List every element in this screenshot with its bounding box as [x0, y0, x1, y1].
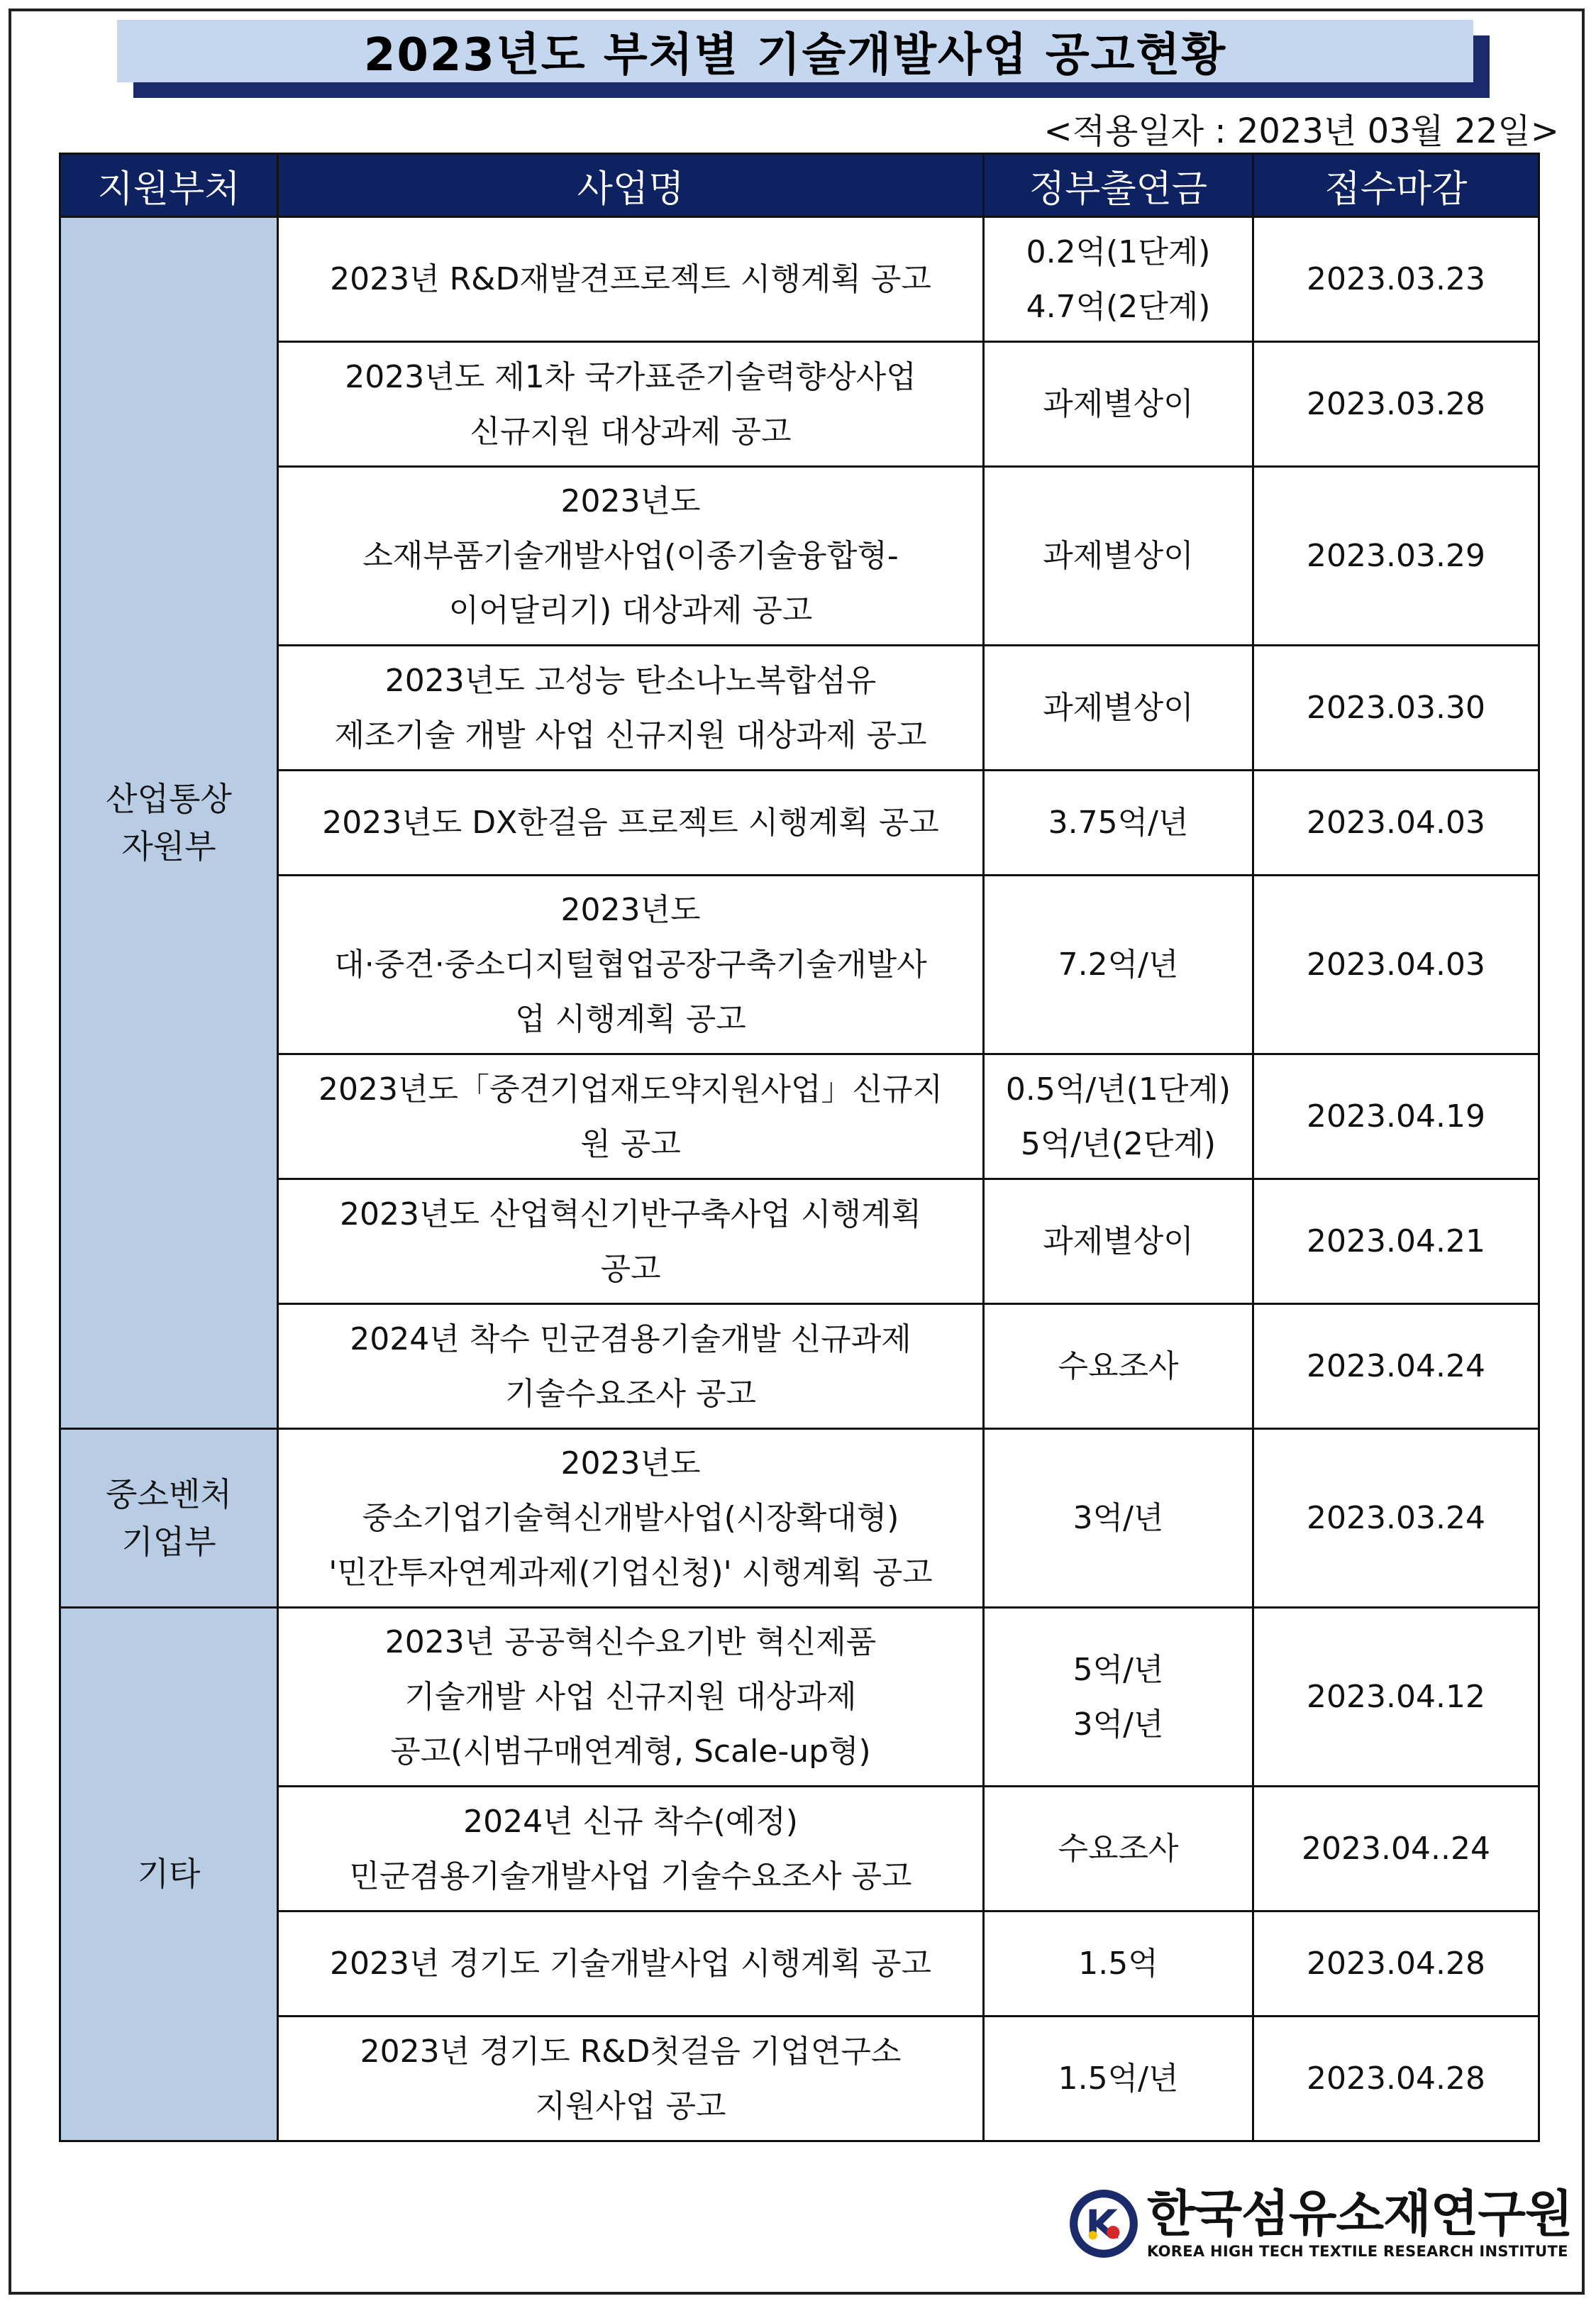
dept-line: 기업부 — [121, 1522, 216, 1561]
funding-cell — [984, 2017, 1253, 2141]
funding-line: 1.5억/년 — [1058, 2060, 1179, 2097]
funding-cell — [984, 1179, 1253, 1304]
dept-line: 중소벤처 — [106, 1474, 232, 1513]
project-name-line: 공고 — [600, 1250, 661, 1287]
deadline-cell: 2023.04.21 — [1253, 1179, 1539, 1304]
project-name-cell — [278, 2017, 984, 2141]
project-name-cell — [278, 467, 984, 646]
page-title: 2023년도 부처별 기술개발사업 공고현황 — [117, 20, 1473, 82]
deadline-cell: 2023.04.03 — [1253, 876, 1539, 1054]
table-row — [60, 1608, 1539, 1787]
dept-line: 산업통상 — [106, 779, 232, 818]
funding-line: 과제별상이 — [1043, 690, 1194, 726]
project-name-line: 2023년 R&D재발견프로젝트 시행계획 공고 — [330, 261, 931, 297]
project-name-cell — [278, 342, 984, 467]
funding-cell — [984, 1054, 1253, 1179]
project-name-line: 2023년도 산업혁신기반구축사업 시행계획 — [339, 1196, 921, 1232]
project-name-line: 2023년 경기도 기술개발사업 시행계획 공고 — [330, 1946, 931, 1982]
project-name-line: '민간투자연계과제(기업신청)' 시행계획 공고 — [328, 1555, 933, 1591]
logo-korean-name: 한국섬유소재연구원 — [1147, 2184, 1573, 2243]
table-row — [60, 771, 1539, 876]
project-name-cell — [278, 217, 984, 342]
header-project-name: 사업명 — [278, 154, 984, 217]
deadline-cell: 2023.03.23 — [1253, 217, 1539, 342]
project-name-line: 2023년도 제1차 국가표준기술력향상사업 — [345, 358, 916, 395]
dept-cell — [60, 1608, 278, 2141]
deadline-cell: 2023.04..24 — [1253, 1787, 1539, 1911]
funding-line: 과제별상이 — [1043, 538, 1194, 574]
deadline-cell: 2023.04.03 — [1253, 771, 1539, 876]
project-name-cell — [278, 1911, 984, 2017]
project-name-line: 2023년 경기도 R&D첫걸음 기업연구소 — [360, 2033, 902, 2070]
deadline-cell: 2023.04.24 — [1253, 1304, 1539, 1429]
dept-line: 자원부 — [121, 827, 216, 866]
funding-cell — [984, 1911, 1253, 2017]
funding-cell — [984, 1429, 1253, 1608]
project-name-cell — [278, 1608, 984, 1787]
institute-emblem-icon — [1068, 2188, 1140, 2260]
project-name-line: 원 공고 — [580, 1125, 681, 1162]
header-funding: 정부출연금 — [984, 154, 1253, 217]
funding-cell — [984, 1787, 1253, 1911]
project-name-line: 2023년도 — [560, 1445, 701, 1482]
project-name-line: 공고(시범구매연계형, Scale-up형) — [390, 1733, 871, 1770]
funding-cell — [984, 1608, 1253, 1787]
funding-line: 1.5억 — [1078, 1946, 1158, 1982]
deadline-cell: 2023.03.24 — [1253, 1429, 1539, 1608]
dept-cell — [60, 217, 278, 1429]
funding-line: 5억/년(2단계) — [1020, 1125, 1217, 1162]
announcement-table — [59, 153, 1540, 2142]
project-name-line: 중소기업기술혁신개발사업(시장확대형) — [362, 1500, 899, 1536]
project-name-cell — [278, 876, 984, 1054]
project-name-line: 신규지원 대상과제 공고 — [470, 413, 792, 450]
table-row — [60, 1054, 1539, 1179]
funding-line: 3억/년 — [1073, 1500, 1164, 1536]
project-name-line: 제조기술 개발 사업 신규지원 대상과제 공고 — [334, 717, 927, 754]
funding-line: 수요조사 — [1058, 1348, 1179, 1384]
dept-cell — [60, 1429, 278, 1608]
header-deadline: 접수마감 — [1253, 154, 1539, 217]
deadline-cell: 2023.04.28 — [1253, 2017, 1539, 2141]
project-name-cell — [278, 1787, 984, 1911]
funding-cell — [984, 467, 1253, 646]
funding-line: 4.7억(2단계) — [1026, 288, 1211, 325]
project-name-line: 2023년도 — [560, 483, 701, 519]
project-name-line: 2023년도 DX한걸음 프로젝트 시행계획 공고 — [322, 805, 939, 841]
table-row — [60, 1911, 1539, 2017]
project-name-line: 2023년도 고성능 탄소나노복합섬유 — [384, 662, 877, 699]
table-row — [60, 876, 1539, 1054]
table-row — [60, 1787, 1539, 1911]
header-dept: 지원부처 — [60, 154, 278, 217]
funding-cell — [984, 876, 1253, 1054]
funding-cell — [984, 771, 1253, 876]
table-row — [60, 1429, 1539, 1608]
project-name-cell — [278, 1054, 984, 1179]
funding-line: 수요조사 — [1058, 1831, 1179, 1867]
project-name-line: 2023년 공공혁신수요기반 혁신제품 — [384, 1624, 877, 1660]
project-name-cell — [278, 646, 984, 771]
funding-line: 7.2억/년 — [1058, 947, 1179, 983]
project-name-cell — [278, 1304, 984, 1429]
table-row — [60, 2017, 1539, 2141]
table-row — [60, 467, 1539, 646]
table-row — [60, 646, 1539, 771]
project-name-line: 이어달리기) 대상과제 공고 — [448, 592, 813, 629]
funding-cell — [984, 646, 1253, 771]
project-name-cell — [278, 1429, 984, 1608]
project-name-line: 2023년도 — [560, 892, 701, 928]
funding-line: 과제별상이 — [1043, 1223, 1194, 1259]
deadline-cell: 2023.03.28 — [1253, 342, 1539, 467]
apply-date: <적용일자 : 2023년 03월 22일> — [1043, 111, 1559, 151]
funding-line: 과제별상이 — [1043, 386, 1194, 422]
table-row — [60, 1179, 1539, 1304]
deadline-cell: 2023.04.28 — [1253, 1911, 1539, 2017]
project-name-line: 2023년도「중견기업재도약지원사업」신규지 — [318, 1071, 943, 1108]
logo-english-name: KOREA HIGH TECH TEXTILE RESEARCH INSTITUTE — [1147, 2242, 1568, 2260]
deadline-cell: 2023.04.12 — [1253, 1608, 1539, 1787]
project-name-line: 2024년 착수 민군겸용기술개발 신규과제 — [350, 1320, 911, 1357]
funding-cell — [984, 342, 1253, 467]
funding-line: 3.75억/년 — [1048, 805, 1189, 841]
project-name-cell — [278, 771, 984, 876]
project-name-line: 대·중견·중소디지털협업공장구축기술개발사 — [334, 947, 927, 983]
dept-line: 기타 — [137, 1855, 201, 1894]
funding-line: 0.5억/년(1단계) — [1005, 1071, 1231, 1108]
table-row — [60, 1304, 1539, 1429]
deadline-cell: 2023.04.19 — [1253, 1054, 1539, 1179]
table-row — [60, 217, 1539, 342]
funding-cell — [984, 217, 1253, 342]
funding-line: 3억/년 — [1073, 1706, 1164, 1743]
funding-cell — [984, 1304, 1253, 1429]
project-name-line: 지원사업 공고 — [535, 2087, 726, 2124]
funding-line: 5억/년 — [1073, 1651, 1164, 1688]
table-header-row — [60, 154, 1539, 217]
project-name-line: 기술개발 사업 신규지원 대상과제 — [404, 1679, 857, 1715]
project-name-line: 업 시행계획 공고 — [515, 1001, 746, 1037]
project-name-line: 기술수요조사 공고 — [504, 1375, 757, 1412]
project-name-cell — [278, 1179, 984, 1304]
project-name-line: 민군겸용기술개발사업 기술수요조사 공고 — [349, 1858, 912, 1894]
deadline-cell: 2023.03.29 — [1253, 467, 1539, 646]
table-row — [60, 342, 1539, 467]
deadline-cell: 2023.03.30 — [1253, 646, 1539, 771]
project-name-line: 2024년 신규 착수(예정) — [463, 1803, 798, 1840]
institute-logo — [1068, 2184, 1573, 2260]
funding-line: 0.2억(1단계) — [1026, 233, 1211, 270]
project-name-line: 소재부품기술개발사업(이종기술융합형- — [362, 538, 899, 574]
